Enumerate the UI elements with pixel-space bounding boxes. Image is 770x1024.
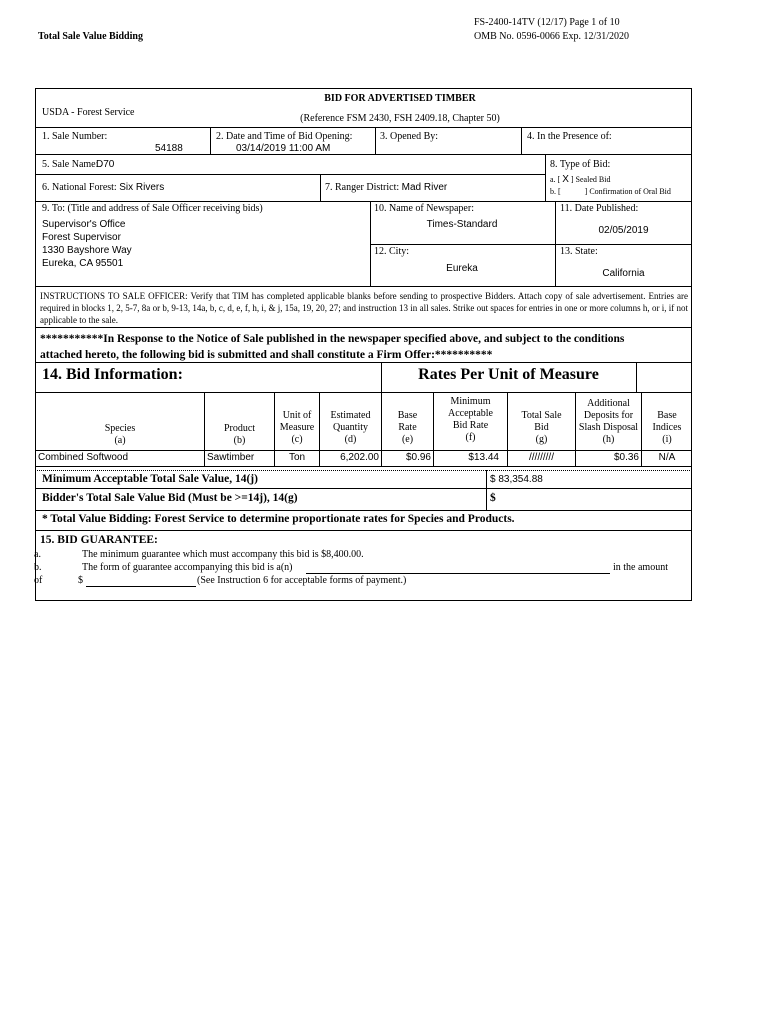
bid-info-title: 14. Bid Information: xyxy=(42,366,183,383)
guarantee-of-letter: of xyxy=(34,575,43,586)
response-statement xyxy=(40,331,624,363)
to-line: Eureka, CA 95501 xyxy=(42,258,124,269)
ranger-district-caption: 7. Ranger District: xyxy=(325,182,400,193)
base-rate-value[interactable]: $0.96 xyxy=(405,452,431,463)
oral-bid-label: ] Confirmation of Oral Bid xyxy=(584,187,671,196)
to-line: Forest Supervisor xyxy=(42,232,121,243)
date-published-label: 11. Date Published: xyxy=(560,203,639,214)
species-value[interactable]: Combined Softwood xyxy=(38,452,129,463)
ranger-district-label xyxy=(325,182,447,193)
presence-label: 4. In the Presence of: xyxy=(527,131,612,142)
guarantee-a-letter: a. xyxy=(34,549,41,560)
guarantee-form-input[interactable] xyxy=(307,560,607,573)
to-line: Supervisor's Office xyxy=(42,219,126,230)
guarantee-of-tail: (See Instruction 6 for acceptable forms of payment.) xyxy=(197,575,407,586)
ranger-district-value[interactable]: Mad River xyxy=(401,182,448,193)
to-line: 1330 Bayshore Way xyxy=(42,245,132,256)
indices-value[interactable]: N/A xyxy=(658,452,676,463)
total-bid-value[interactable]: ///////// xyxy=(528,452,554,463)
col-species: Species (a) xyxy=(104,423,136,446)
unit-value[interactable]: Ton xyxy=(288,452,306,463)
guarantee-dollar: $ xyxy=(78,575,83,586)
guarantee-b-text: The form of guarantee accompanying this bid is a(n) xyxy=(82,562,293,573)
sealed-bid-check[interactable]: X xyxy=(562,174,569,185)
sale-name[interactable]: D70 xyxy=(96,159,115,170)
date-published-value[interactable]: 02/05/2019 xyxy=(598,225,649,236)
col-unit: Unit of Measure (c) xyxy=(279,410,315,445)
type-of-bid-label: 8. Type of Bid: xyxy=(550,159,611,170)
col-product: Product (b) xyxy=(223,423,256,446)
state-label: 13. State: xyxy=(560,246,598,257)
to-label: 9. To: (Title and address of Sale Officer receiving bids) xyxy=(42,203,263,214)
oral-bid-option[interactable] xyxy=(550,187,671,196)
guarantee-amount-input[interactable] xyxy=(87,573,195,586)
bid-opening-label: 2. Date and Time of Bid Opening: xyxy=(216,131,353,142)
col-base-rate: Base Rate (e) xyxy=(397,410,418,445)
guarantee-b-tail: in the amount xyxy=(613,562,668,573)
bidder-total-label: Bidder's Total Sale Value Bid (Must be >=14j), 14(g) xyxy=(42,492,298,504)
form-heading: BID FOR ADVERTISED TIMBER xyxy=(324,93,476,104)
col-deposits: Additional Deposits for Slash Disposal (h) xyxy=(578,398,639,445)
total-value-note: * Total Value Bidding: Forest Service to determine proportionate rates for Species and Products. xyxy=(42,513,515,525)
sealed-bid-bracket: a. [ xyxy=(550,175,561,184)
product-value[interactable]: Sawtimber xyxy=(207,452,255,463)
national-forest-label xyxy=(42,182,164,193)
col-min-rate: Minimum Acceptable Bid Rate (f) xyxy=(448,396,493,443)
deposits-value[interactable]: $0.36 xyxy=(613,452,639,463)
bidder-total-input[interactable] xyxy=(500,492,680,506)
min-total-label: Minimum Acceptable Total Sale Value, 14(j) xyxy=(42,473,258,485)
state-value[interactable]: California xyxy=(602,268,645,279)
sealed-bid-label: ] Sealed Bid xyxy=(570,175,611,184)
min-rate-value[interactable]: $13.44 xyxy=(468,452,499,463)
min-total-value[interactable]: $ 83,354.88 xyxy=(490,474,543,485)
guarantee-a-text: The minimum guarantee which must accompany this bid is $8,400.00. xyxy=(82,549,364,560)
newspaper-label: 10. Name of Newspaper: xyxy=(374,203,474,214)
quantity-value[interactable]: 6,202.00 xyxy=(340,452,379,463)
bid-opening-value[interactable]: 03/14/2019 11:00 AM xyxy=(236,143,331,154)
response-line: ***********In Response to the Notice of Sale published in the newspaper specified above, and subject to the conditions xyxy=(40,333,625,345)
col-indices: Base Indices (i) xyxy=(652,410,682,445)
form-number: FS-2400-14TV (12/17) Page 1 of 10 xyxy=(474,17,620,28)
to-address[interactable] xyxy=(42,218,132,270)
col-total-bid: Total Sale Bid (g) xyxy=(521,410,562,445)
city-value[interactable]: Eureka xyxy=(446,263,478,274)
guarantee-title: 15. BID GUARANTEE: xyxy=(40,534,158,546)
omb-number: OMB No. 0596-0066 Exp. 12/31/2020 xyxy=(474,31,629,42)
opened-by-label: 3. Opened By: xyxy=(380,131,439,142)
oral-bid-bracket: b. [ xyxy=(550,187,561,196)
sale-name-label: 5. Sale Name: xyxy=(42,159,99,170)
reference: (Reference FSM 2430, FSH 2409.18, Chapter 50) xyxy=(300,113,500,124)
newspaper-value[interactable]: Times-Standard xyxy=(426,219,498,230)
instructions: INSTRUCTIONS TO SALE OFFICER: Verify that TIM has completed applicable blanks before sending to prospective Bidders. Attach copy of sale advertisement. Entries are required in blocks 1, 2, 5-7, 8a or b, 9-13, 14a, b, c, d, e, f, h, i, & j, 15a, 19, 20, 27; and instruction 13 in all sales. Strike out spaces for entries in one or more columns h, or i, if not applicable to the sale. xyxy=(40,291,688,325)
national-forest-caption: 6. National Forest: xyxy=(42,182,117,193)
response-line: attached hereto, the following bid is submitted and shall constitute a Firm Offer:********** xyxy=(40,349,493,361)
bidder-total-dollar: $ xyxy=(490,492,496,504)
city-label: 12. City: xyxy=(374,246,410,257)
document-title: Total Sale Value Bidding xyxy=(38,31,143,42)
agency: USDA - Forest Service xyxy=(42,107,135,118)
sale-number[interactable]: 54188 xyxy=(155,143,183,154)
guarantee-b-letter: b. xyxy=(34,562,42,573)
rates-title: Rates Per Unit of Measure xyxy=(418,366,599,383)
national-forest-value[interactable]: Six Rivers xyxy=(119,182,165,193)
col-quantity: Estimated Quantity (d) xyxy=(330,410,371,445)
sealed-bid-option[interactable] xyxy=(550,174,610,185)
sale-number-label: 1. Sale Number: xyxy=(42,131,108,142)
